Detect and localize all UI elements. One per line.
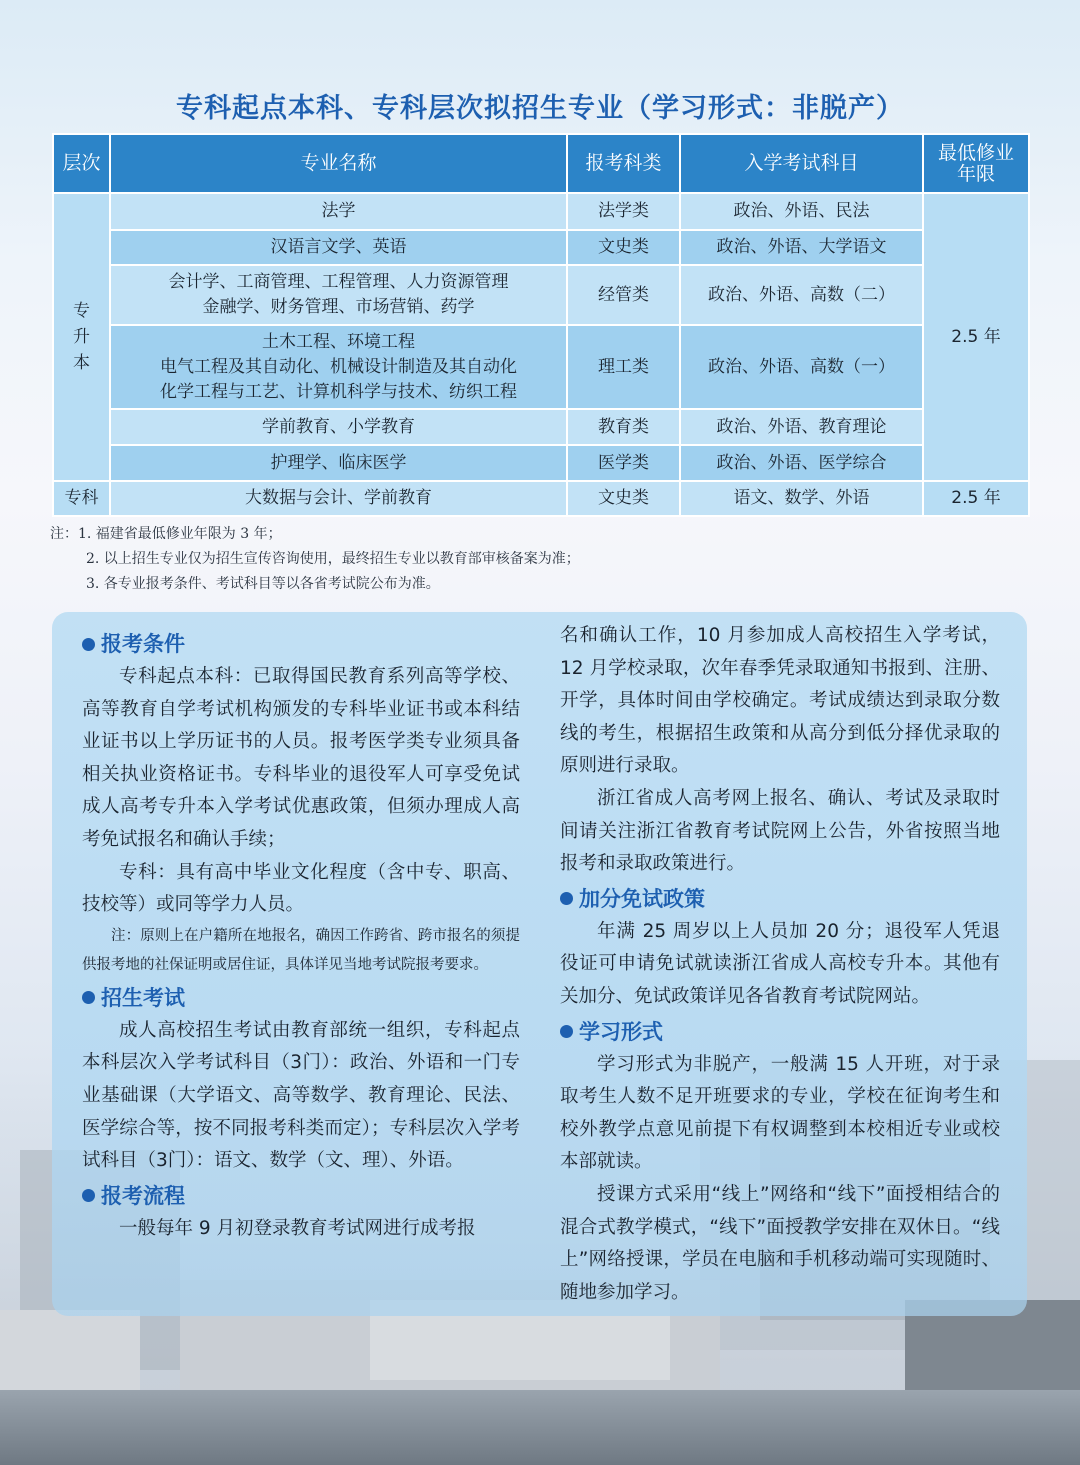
category-cell: 医学类 xyxy=(567,445,680,481)
conditions-paragraph-1: 专科起点本科：已取得国民教育系列高等学校、高等教育自学考试机构颁发的专科毕业证书或本科结业证书以上学历证书的人员。报考医学类专业须具备相关执业资格证书。专科毕业的退役军人可享受免试成人高考专升本入学考试优惠政策，但须办理成人高考免试报名和确认手续； xyxy=(82,666,520,850)
subjects-cell: 政治、外语、民法 xyxy=(680,193,923,230)
table-row xyxy=(53,409,1029,445)
header-years-label: 最低修业年限 xyxy=(937,141,1014,185)
heading-text: 学习形式 xyxy=(579,1019,663,1044)
heading-text: 加分免试政策 xyxy=(579,886,705,911)
table-row xyxy=(53,265,1029,325)
study-paragraph-2: 授课方式采用“线上”网络和“线下”面授相结合的混合式教学模式，“线下”面授教学安排在双休日。“线上”网络授课，学员在电脑和手机移动端可实现随时、随地参加学习。 xyxy=(560,1183,1000,1303)
table-row xyxy=(53,445,1029,481)
subjects-cell: 政治、外语、高数（二） xyxy=(680,265,923,325)
major-line: 电气工程及其自动化、机械设计制造及其自动化 xyxy=(160,356,517,377)
table-row xyxy=(53,193,1029,230)
table-row xyxy=(53,325,1029,409)
table-row xyxy=(53,230,1029,265)
section-heading-study xyxy=(560,1016,1000,1048)
years-cell-zsb: 2.5 年 xyxy=(923,193,1029,481)
major-line: 会计学、工商管理、工程管理、人力资源管理 xyxy=(168,272,509,292)
subjects-cell: 政治、外语、医学综合 xyxy=(680,445,923,481)
bullet-dot-icon xyxy=(82,991,95,1004)
process-paragraph-1-continued: 名和确认工作，10 月参加成人高校招生入学考试，12 月学校录取，次年春季凭录取通知书报到、注册、开学，具体时间由学校确定。考试成绩达到录取分数线的考生，根据招生政策和从高分到低分择优录取的原则进行录取。 xyxy=(560,625,1000,777)
subjects-cell: 政治、外语、高数（一） xyxy=(680,325,923,409)
bullet-dot-icon xyxy=(82,1189,95,1202)
major-line: 化学工程与工艺、计算机科学与技术、纺织工程 xyxy=(160,381,517,402)
bullet-dot-icon xyxy=(560,1025,573,1038)
major-line: 金融学、财务管理、市场营销、药学 xyxy=(202,297,475,317)
major-cell xyxy=(110,265,567,325)
note-2: 2. 以上招生专业仅为招生宣传咨询使用，最终招生专业以教育部审核备案为准； xyxy=(86,551,580,567)
subjects-cell: 语文、数学、外语 xyxy=(680,481,923,516)
majors-table xyxy=(52,133,1030,517)
major-cell: 法学 xyxy=(110,193,567,230)
category-cell: 文史类 xyxy=(567,230,680,265)
major-line: 土木工程、环境工程 xyxy=(262,331,415,352)
subjects-cell: 政治、外语、大学语文 xyxy=(680,230,923,265)
section-heading-exam xyxy=(82,982,520,1014)
major-cell: 护理学、临床医学 xyxy=(110,445,567,481)
section-heading-conditions xyxy=(82,628,520,660)
table-notes xyxy=(50,522,580,597)
table-header-row xyxy=(53,134,1029,193)
major-cell: 汉语言文学、英语 xyxy=(110,230,567,265)
level-cell-zk: 专科 xyxy=(53,481,110,516)
header-years xyxy=(923,134,1029,193)
category-cell: 经管类 xyxy=(567,265,680,325)
level-zsb-label: 专升本 xyxy=(73,301,90,373)
heading-text: 报考条件 xyxy=(101,632,185,656)
major-cell: 学前教育、小学教育 xyxy=(110,409,567,445)
bonus-paragraph-1: 年满 25 周岁以上人员加 20 分；退役军人凭退役证可申请免试就读浙江省成人高校专升本。其他有关加分、免试政策详见各省教育考试院网站。 xyxy=(560,920,1000,1007)
level-cell-zsb xyxy=(53,193,110,481)
header-level: 层次 xyxy=(53,134,110,193)
category-cell: 理工类 xyxy=(567,325,680,409)
table-row xyxy=(53,481,1029,516)
bullet-dot-icon xyxy=(560,892,573,905)
study-paragraph-1: 学习形式为非脱产，一般满 15 人开班，对于录取考生人数不足开班要求的专业，学校在征询考生和校外教学点意见前提下有权调整到本校相近专业或校本部就读。 xyxy=(560,1053,1000,1173)
major-cell: 大数据与会计、学前教育 xyxy=(110,481,567,516)
major-cell xyxy=(110,325,567,409)
subjects-cell: 政治、外语、教育理论 xyxy=(680,409,923,445)
category-cell: 法学类 xyxy=(567,193,680,230)
category-cell: 文史类 xyxy=(567,481,680,516)
conditions-paragraph-2: 专科：具有高中毕业文化程度（含中专、职高、技校等）或同等学力人员。 xyxy=(82,861,520,916)
category-cell: 教育类 xyxy=(567,409,680,445)
heading-text: 报考流程 xyxy=(101,1183,185,1208)
exam-paragraph-1: 成人高校招生考试由教育部统一组织，专科起点本科层次入学考试科目（3门）：政治、外语和一门专业基础课（大学语文、高等数学、教育理论、民法、医学综合等，按不同报考科类而定）；专科层次入学考试科目（3门）：语文、数学（文、理）、外语。 xyxy=(82,1019,520,1172)
process-paragraph-2: 浙江省成人高考网上报名、确认、考试及录取时间请关注浙江省教育考试院网上公告，外省按照当地报考和录取政策进行。 xyxy=(560,787,1000,875)
note-1: 注：1. 福建省最低修业年限为 3 年； xyxy=(50,526,282,542)
header-category: 报考科类 xyxy=(567,134,680,193)
page-title: 专科起点本科、专科层次拟招生专业（学习形式：非脱产） xyxy=(176,93,904,124)
header-subjects: 入学考试科目 xyxy=(680,134,923,193)
section-heading-bonus xyxy=(560,883,1000,915)
note-3: 3. 各专业报考条件、考试科目等以各省考试院公布为准。 xyxy=(86,576,440,592)
info-column-left xyxy=(82,626,520,1245)
heading-text: 招生考试 xyxy=(101,985,185,1010)
bullet-dot-icon xyxy=(82,638,95,651)
conditions-note: 注：原则上在户籍所在地报名，确因工作跨省、跨市报名的须提供报考地的社保证明或居住证，具体详见当地考试院报考要求。 xyxy=(82,927,520,973)
section-heading-process xyxy=(82,1180,520,1212)
info-column-right xyxy=(560,620,1000,1309)
years-cell-zk: 2.5 年 xyxy=(923,481,1029,516)
process-paragraph-1-start: 一般每年 9 月初登录教育考试网进行成考报 xyxy=(119,1217,476,1239)
header-major: 专业名称 xyxy=(110,134,567,193)
